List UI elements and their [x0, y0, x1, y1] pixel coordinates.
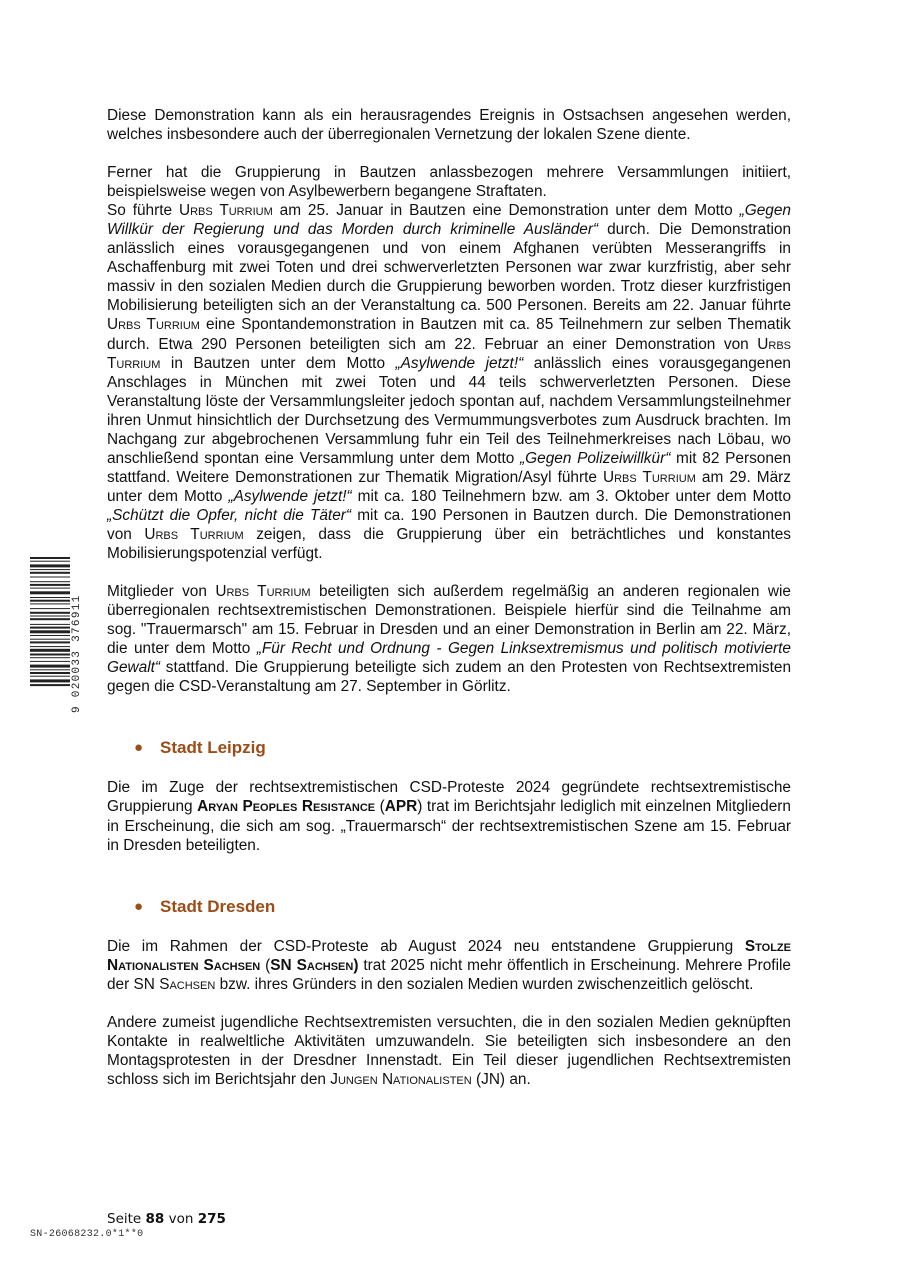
barcode-bar — [30, 581, 70, 582]
barcode-bar — [30, 591, 70, 594]
paragraph-dresden-1: Die im Rahmen der CSD-Proteste ab August 2024 neu entstandene Gruppierung Stolze Nationalisten Sachsen (SN Sachsen) trat 2025 nicht mehr öffentlich in Erscheinung. Mehrere Profile der SN Sachsen bzw. ihres Gründers in den sozialen Medien wurden zwischenzeitlich gelöscht. — [107, 937, 791, 993]
section-heading-leipzig: ● Stadt Leipzig — [134, 738, 266, 758]
barcode-bar — [30, 639, 70, 640]
barcode-bar — [30, 665, 70, 668]
org-name: Urbs Turrium — [107, 316, 200, 334]
barcode-bar — [30, 679, 70, 682]
document-body — [107, 106, 791, 1108]
barcode-bar — [30, 635, 70, 636]
barcode-bar — [30, 657, 70, 658]
barcode-bar — [30, 672, 70, 674]
barcode-bar — [30, 572, 70, 574]
org-abbrev: APR — [384, 798, 418, 816]
barcode-bar — [30, 624, 70, 625]
org-name: Urbs Turrium — [215, 583, 311, 601]
barcode-bar — [30, 630, 70, 633]
barcode-bar — [30, 557, 70, 559]
barcode-bar — [30, 669, 70, 670]
motto: „Asylwende jetzt!“ — [395, 354, 524, 372]
org-name: Urbs Turrium — [602, 468, 696, 486]
motto: „Schützt die Opfer, nicht die Täter“ — [107, 506, 352, 524]
org-name: Urbs Turrium — [178, 202, 273, 220]
section-heading-dresden: ● Stadt Dresden — [134, 896, 276, 916]
page-footer: Seite 88 von 275 — [107, 1211, 226, 1227]
barcode-bar — [30, 627, 70, 629]
barcode — [30, 557, 70, 713]
paragraph-participation: Mitglieder von Urbs Turrium beteiligten sich außerdem regelmäßig an anderen regionalen wie überregionalen rechtsextremistischen Demonstrationen. Beispiele hierfür sind die Teilnahme am sog. "Trauermarsch" am 15. Februar in Dresden und an einer Demonstration in Berlin am 22. März, die unter dem Motto „Für Recht und Ordnung - Gegen Linksextremismus und politisch motivierte Gewalt“ stattfand. Die Gruppierung beteiligte sich zudem an den Protesten von Rechtsextremisten gegen die CSD-Veranstaltung am 27. September in Görlitz. — [107, 583, 791, 696]
barcode-bar — [30, 603, 70, 604]
barcode-bar — [30, 684, 70, 686]
org-name: Aryan Peoples Resistance — [197, 798, 376, 816]
barcode-bar — [30, 600, 70, 602]
page-total: 275 — [197, 1211, 226, 1227]
barcode-bar — [30, 564, 70, 567]
motto: „Gegen Willkür der Regierung und das Morden durch kriminelle Ausländer“ — [107, 202, 791, 239]
paragraph-leipzig: Die im Zuge der rechtsextremistischen CSD-Proteste 2024 gegründete rechtsextremistische Gruppierung Aryan Peoples Resistance (APR) trat im Berichtsjahr lediglich mit einzelnen Mitgliedern in Erscheinung, die sich am sog. „Trauermarsch“ der rechtsextremistischen Szene am 15. Februar in Dresden beteiligten. — [107, 779, 791, 854]
motto: „Gegen Polizeiwillkür“ — [520, 449, 671, 467]
barcode-bar — [30, 618, 70, 620]
paragraph-demonstrations: So führte Urbs Turrium am 25. Januar in Bautzen eine Demonstration unter dem Motto „Gegen Willkür der Regierung und das Morden durch kriminelle Ausländer“ durch. Die Demonstration anlässlich eines vorausgegangenen und von einem Afghanen verübten Messerangriffs in Aschaffenburg mit zwei Toten und drei schwerverletzten Personen war zwar kurzfristig, aber sehr massiv in den sozialen Medien durch die Gruppierung beworben worden. Trotz dieser kurzfristigen Mobilisierung beteiligten sich an der Veranstaltung ca. 500 Personen. Bereits am 22. Januar führte Urbs Turrium eine Spontandemonstration in Bautzen mit ca. 85 Teilnehmern zur selben Thematik durch. Etwa 290 Personen beteiligten sich am 22. Februar an einer Demonstration von Urbs Turrium in Bautzen unter dem Motto „Asylwende jetzt!“ anlässlich eines vorausgegangenen Anschlages in München mit zwei Toten und 44 teils schwerverletzten Personen. Diese Veranstaltung löste der Versammlungsleiter jedoch spontan auf, nachdem Versammlungsteilnehmer ihren Unmut hinsichtlich der Durchsetzung des Vermummungsverbotes zum Ausdruck brachten. Im Nachgang zur abgebrochenen Versammlung fuhr ein Teil des Teilnehmerkreises nach Löbau, wo anschließend spontan eine Versammlung unter dem Motto „Gegen Polizeiwillkür“ mit 82 Personen stattfand. Weitere Demonstrationen zur Thematik Migration/Asyl führte Urbs Turrium am 29. März unter dem Motto „Asylwende jetzt!“ mit ca. 180 Teilnehmern bzw. am 3. Oktober unter dem Motto „Schützt die Opfer, nicht die Täter“ mit ca. 190 Personen in Bautzen durch. Die Demonstrationen von Urbs Turrium zeigen, dass die Gruppierung über ein beträchtliches und konstantes Mobilisierungspotenzial verfügt. — [107, 202, 792, 563]
barcode-bar — [30, 608, 70, 609]
bullet-icon: ● — [134, 739, 144, 757]
barcode-bar — [30, 676, 70, 677]
motto: „Asylwende jetzt!“ — [228, 487, 352, 505]
barcode-bar — [30, 616, 70, 617]
paragraph-assemblies: Ferner hat die Gruppierung in Bautzen anlassbezogen mehrere Versammlungen initiiert, beispielsweise wegen von Asylbewerbern begangene Straftaten. — [107, 164, 791, 201]
org-name: Jungen Nationalisten — [330, 1070, 472, 1088]
barcode-digits: 9 020033 376911 — [71, 594, 83, 713]
barcode-bar — [30, 654, 70, 656]
bullet-icon: ● — [134, 897, 144, 915]
document-reference: SN-26068232.0*1**0 — [30, 1229, 144, 1240]
barcode-bar — [30, 661, 70, 662]
barcode-bar — [30, 641, 70, 643]
org-name: Stolze Nationalisten Sachsen — [107, 937, 791, 974]
barcode-bar — [30, 597, 70, 598]
paragraph-intro: Diese Demonstration kann als ein herausragendes Ereignis in Ostsachsen angesehen werden, welches insbesondere auch der überregionalen Vernetzung der lokalen Szene diente. — [107, 107, 791, 144]
paragraph-dresden-2: Andere zumeist jugendliche Rechtsextremisten versuchten, die in den sozialen Medien geknüpften Kontakte in realweltliche Aktivitäten umzuwandeln. Sie beteiligten sich insbesondere an den Montagsprotesten in der Dresdner Innenstadt. Ein Teil dieser jugendlichen Rechtsextremisten schloss sich im Berichtsjahr den Jungen Nationalisten (JN) an. — [107, 1013, 791, 1088]
barcode-bar — [30, 612, 70, 614]
org-abbrev: SN Sachsen) — [270, 956, 359, 974]
barcode-graphic — [30, 557, 70, 713]
org-name: Urbs Turrium — [144, 525, 244, 543]
barcode-bar — [30, 569, 70, 570]
org-name: Sachsen — [159, 975, 216, 993]
motto: „Für Recht und Ordnung - Gegen Linksextremismus und politisch motivierte Gewalt“ — [107, 640, 791, 677]
page-number: 88 — [145, 1211, 165, 1227]
org-name: Urbs Turrium — [107, 335, 791, 372]
barcode-bar — [30, 577, 70, 578]
barcode-bar — [30, 588, 70, 589]
barcode-bar — [30, 646, 70, 647]
barcode-bar — [30, 561, 70, 562]
barcode-bar — [30, 649, 70, 652]
barcode-bar — [30, 584, 70, 586]
